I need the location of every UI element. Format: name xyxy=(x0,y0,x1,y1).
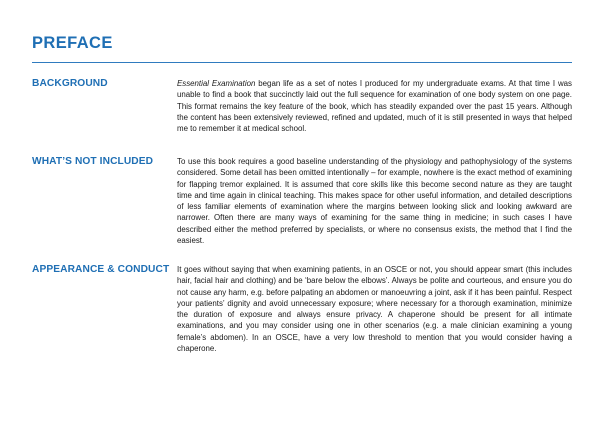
section-heading-whats-not-included: WHAT’S NOT INCLUDED xyxy=(32,156,154,167)
section-heading-appearance-conduct: APPEARANCE & CONDUCT xyxy=(32,264,170,275)
section-body-background-text: began life as a set of notes I produced for my undergraduate exams. At that time I was unable to find a book that succinctly laid out the full sequence for examination of one body system on one page. This format remains the key feature of the book, which has steadily expanded over the past 15 years. Although the content has been extensively reviewed, refined and updated, much of it is still presented in ways that helped me to remember it at medical school. xyxy=(177,79,572,134)
section-body-whats-not-included: To use this book requires a good baseline understanding of the physiology and pathophysiology of the systems considered. Some detail has been omitted intentionally – for example, nowhere is the exact method of examining for flapping tremor explained. It is assumed that core skills like this become second nature as they are taught time and time again in clinical teaching. This makes space for other useful information, and detailed descriptions of less familiar elements of examination where the margins between looking slick and looking awkward are narrower. Often there are many ways of examining for the same thing in medicine; in such cases I have described either the method preferred by specialists, or where no consensus exists, the method that I find the easiest. xyxy=(177,157,572,246)
section-body-background xyxy=(177,78,572,134)
book-title-italic: Essential Examination xyxy=(177,79,256,88)
page-title: PREFACE xyxy=(32,34,113,52)
section-heading-background: BACKGROUND xyxy=(32,78,108,89)
section-body-appearance-conduct: It goes without saying that when examining patients, in an OSCE or not, you should appear smart (this includes hair, facial hair and clothing) and be ‘bare below the elbows’. Always be polite and courteous, and ensure you do not cause any harm, e.g. before palpating an abdomen or manoeuvring a joint, ask if it has been painful. Respect your patients’ dignity and avoid unnecessary exposure; where necessary for a thorough examination, minimize the duration of exposure and always ensure privacy. A chaperone should be present for all intimate examinations, and you may consider using one in other scenarios (e.g. a male clinician examining a young female’s abdomen). In an OSCE, have a very low threshold to mention that you would consider having a chaperone. xyxy=(177,265,572,354)
title-divider xyxy=(32,62,572,63)
